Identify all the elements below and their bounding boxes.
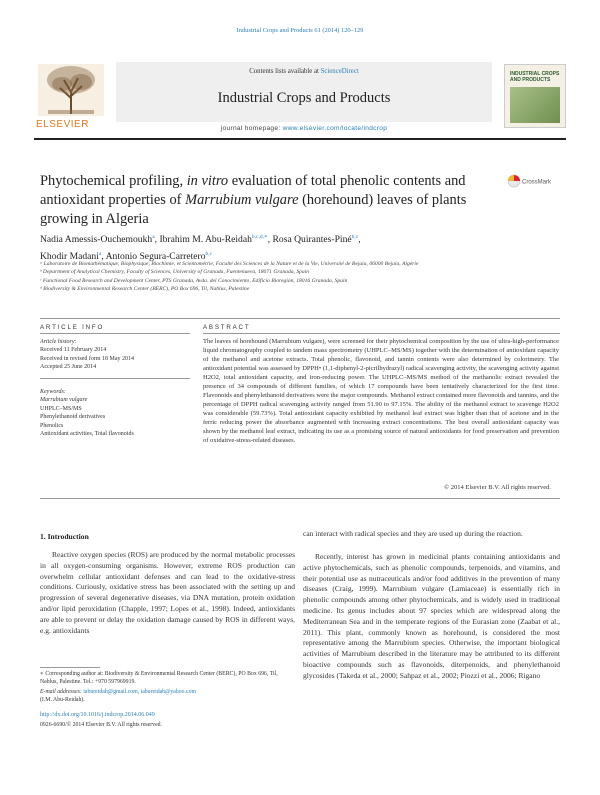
author-2[interactable]: Ibrahim M. Abu-Reidah [159, 234, 252, 246]
keyword-item: Antioxidant activities, Total flavonoids [40, 431, 134, 438]
issn-copyright: 0926-6690/© 2014 Elsevier B.V. All rights reserved. [40, 722, 162, 728]
header-rule [34, 138, 566, 140]
author-1-affil: a [152, 234, 155, 240]
keyword-list [40, 388, 190, 438]
abstract-text: The leaves of horehound (Marrubium vulgare), were screened for their phytochemical composition by the use of ultra-high-performance liquid chromatography coupled to tandem mass spectrometry (UHPLC–MS/MS) together with the determination of antioxidant capacity of the methanol and acetone extracts. Total phenolic, flavonoid, and tannin contents were also determined by colorimetry. The antioxidant potential was assessed by DPPH• (1,1-diphenyl-2-picrilhydrazyl) radical scavenging activity, the scavenging activity against H2O2, total antioxidant capacity, and iron-reducing power. The UHPLC–MS/MS method of the methanolic extract revealed the presence of 34 compounds of different families, of which 17 compounds have been tentatively characterized for the first time. Flavonoids and phenylethanoid derivatives were the major compounds. Methanol extract contained more flavonoids and tannins, and the percentage of DPPH radical scavenging activity ranged from 51.90 to 97.15%. The ability of the methanol extract to scavenge H2O2 was considerable (59.73%). Total antioxidant capacity exhibited by methanol leaf extract was higher than that of acetone and in the ferric reducing power the absorbance augmented with increasing extract concentrations. The best overall antioxidant capacity was shown by the methanol leaf extract, indicating its use as a promising source of natural antioxidants for food preservation and prevention of oxidative-stress-related diseases. [203, 338, 559, 444]
homepage-link[interactable]: www.elsevier.com/locate/indcrop [282, 125, 388, 132]
keyword-item: Marrubium vulgare [40, 397, 88, 404]
top-section-rule [40, 318, 560, 319]
crossmark-icon [507, 174, 553, 188]
affiliation-list [40, 260, 560, 294]
journal-cover-thumbnail[interactable] [504, 64, 566, 128]
author-list: Nadia Amessis-Ouchemoukh$^a$, Ibrahim M. Abu-Reidah$^{b,c,d,∗}$, Rosa Quirantes-Piné$^{b,c}$, Khodir Madani$^a$, Antonio Segura-Carretero$^{b,c}$ [40, 234, 361, 263]
affiliation-d: ᵈ Biodiversity & Environmental Research Center (BERC), PO Box 696, Til, Nablus, Palestine [40, 286, 250, 293]
title-part-3: evaluation of total phenolic contents and antioxidant properties of [40, 173, 466, 208]
contents-line [116, 68, 492, 75]
introduction-heading: 1. Introduction [40, 532, 89, 541]
journal-reference[interactable]: Industrial Crops and Products 61 (2014) 120–129 [236, 27, 364, 34]
title-part-5: (horehound) leaves of plants growing in Algeria [40, 192, 467, 227]
email-links[interactable]: iabureidah@gmail.com, iabureidah@yahoo.com [83, 689, 196, 695]
intro-right-paragraph-1: can interact with radical species and they are used up during the reaction. [303, 529, 523, 538]
homepage-prefix: journal homepage: [220, 125, 283, 132]
affiliation-a: ᵃ Laboratoire de Biomathématique, Biophysique, Biochimie, et Scientométrie, Faculté des Sciences de la Nature et de la Vie, Université de Bejaia, 06000 Bejaia, Algérie [40, 261, 419, 267]
keyword-item: UHPLC–MS/MS [40, 405, 82, 412]
crossmark-badge[interactable] [507, 174, 553, 188]
history-received: Received 11 February 2014 [40, 347, 107, 354]
author-3[interactable]: Rosa Quirantes-Piné [272, 234, 352, 246]
author-4[interactable]: Khodir Madani [40, 251, 99, 263]
keyword-item: Phenylethanoid derivatives [40, 414, 106, 421]
affiliation-c: ᶜ Functional Food Research and Development Center, PTS Granada, Avda. del Conocimiento, Edificio Bioregión, 18016 Granada, Spain [40, 277, 348, 284]
intro-right-paragraph-2: Recently, interest has grown in medicinal plants containing antioxidants and active phytochemicals, such as phenolic compounds, terpenoids, and vitamins, and their potential use as nutraceuticals and/or food additives in the prevention of many diseases (Craig, 1999). Marrubium vulgare (Lamiaceae) is essentially rich in phenolic compounds among other phytochemicals, and is widely used in traditional medicine. Its genus includes about 97 species which are widespread along the Mediterranean Sea and in the temperate regions of the Eurasian zone (Zaabat et al., 2011). This plant, commonly known as horehound, is considered the most representative among the Marrubium species. Otherwise, the important biological activities of Marrubium described in the literature may be attributed to its different bioactive compounds such as flavonoids, diterpenoids, and phenylethanoid glycosides (Takeda et al., 2000; Sahpaz et al., 2002; Piozzi et al., 2006; Rigano [303, 552, 560, 680]
title-part-1: Phytochemical profiling, [40, 173, 187, 189]
corresponding-author-note: ∗ Corresponding author at: Biodiversity & Environmental Research Center (BERC), PO Box 696, Til, Nablus, Palestine. Tel.: +970 597969919. [40, 671, 278, 685]
cover-title: INDUSTRIAL CROPS AND PRODUCTS [510, 71, 560, 83]
author-5-affil: b,c [205, 251, 213, 258]
email-note [40, 688, 295, 704]
journal-title: Industrial Crops and Products [217, 90, 391, 106]
affiliation-b: ᵇ Department of Analytical Chemistry, Faculty of Sciences, University of Granada, Fuentenueva, 18071 Granada, Spain [40, 269, 310, 276]
author-3-affil: b,c [351, 234, 359, 240]
author-1[interactable]: Nadia Amessis-Ouchemoukh [40, 234, 153, 246]
sciencedirect-link[interactable]: ScienceDirect [320, 68, 359, 75]
history-rule [40, 378, 190, 379]
history-label: Article history: [40, 339, 77, 345]
author-2-affil: b,c,d,∗ [251, 234, 268, 240]
elsevier-tree-icon [34, 62, 108, 118]
keywords-label: Keywords: [40, 389, 66, 395]
title-part-2: in vitro [186, 173, 229, 189]
elsevier-tree-logo [34, 62, 108, 128]
email-label: E-mail addresses: [40, 689, 84, 695]
abstract-label: ABSTRACT [203, 324, 251, 331]
crossmark-label: CrossMark [522, 179, 552, 186]
article-history [40, 338, 190, 372]
keyword-item: Phenolics [40, 422, 64, 429]
journal-header-box [116, 62, 492, 122]
history-revised: Received in revised form 18 May 2014 [40, 355, 134, 362]
abstract-copyright: © 2014 Elsevier B.V. All rights reserved. [444, 484, 551, 491]
journal-homepage [116, 125, 492, 132]
publisher-name: ELSEVIER [36, 119, 89, 130]
journal-masthead [34, 62, 566, 132]
intro-left-paragraph: Reactive oxygen species (ROS) are produced by the normal metabolic processes in all oxygen-consuming organisms. However, extreme ROS production can overwhelm cellular antioxidant defenses and can lead to the oxidative-stress conditions. Curiously, oxidative stress has been associated with the setting up and progression of several degenerative diseases, via DNA mutation, protein oxidation and/or lipid peroxidation (Chapple, 1997; Lopes et al., 1998). Indeed, antioxidants are able to prevent or delay the oxidation damage caused by ROS in different ways, e.g. antioxidants [40, 550, 295, 635]
email-owner: (I.M. Abu-Reidah). [40, 697, 85, 703]
doi-link[interactable]: http://dx.doi.org/10.1016/j.indcrop.2014.06.049 [40, 712, 155, 718]
cover-image [510, 87, 560, 123]
contents-prefix: Contents lists available at [249, 68, 321, 75]
paper-title [40, 172, 490, 229]
abstract-end-rule [40, 498, 560, 499]
article-info-label: ARTICLE INFO [40, 324, 105, 331]
history-accepted: Accepted 25 June 2014 [40, 364, 97, 371]
article-info-rule [40, 333, 190, 334]
footnote-rule [40, 667, 100, 668]
title-part-4: Marrubium vulgare [185, 192, 299, 208]
author-4-affil: a [98, 251, 102, 258]
author-5[interactable]: Antonio Segura-Carretero [105, 251, 206, 263]
abstract-rule [203, 333, 560, 334]
